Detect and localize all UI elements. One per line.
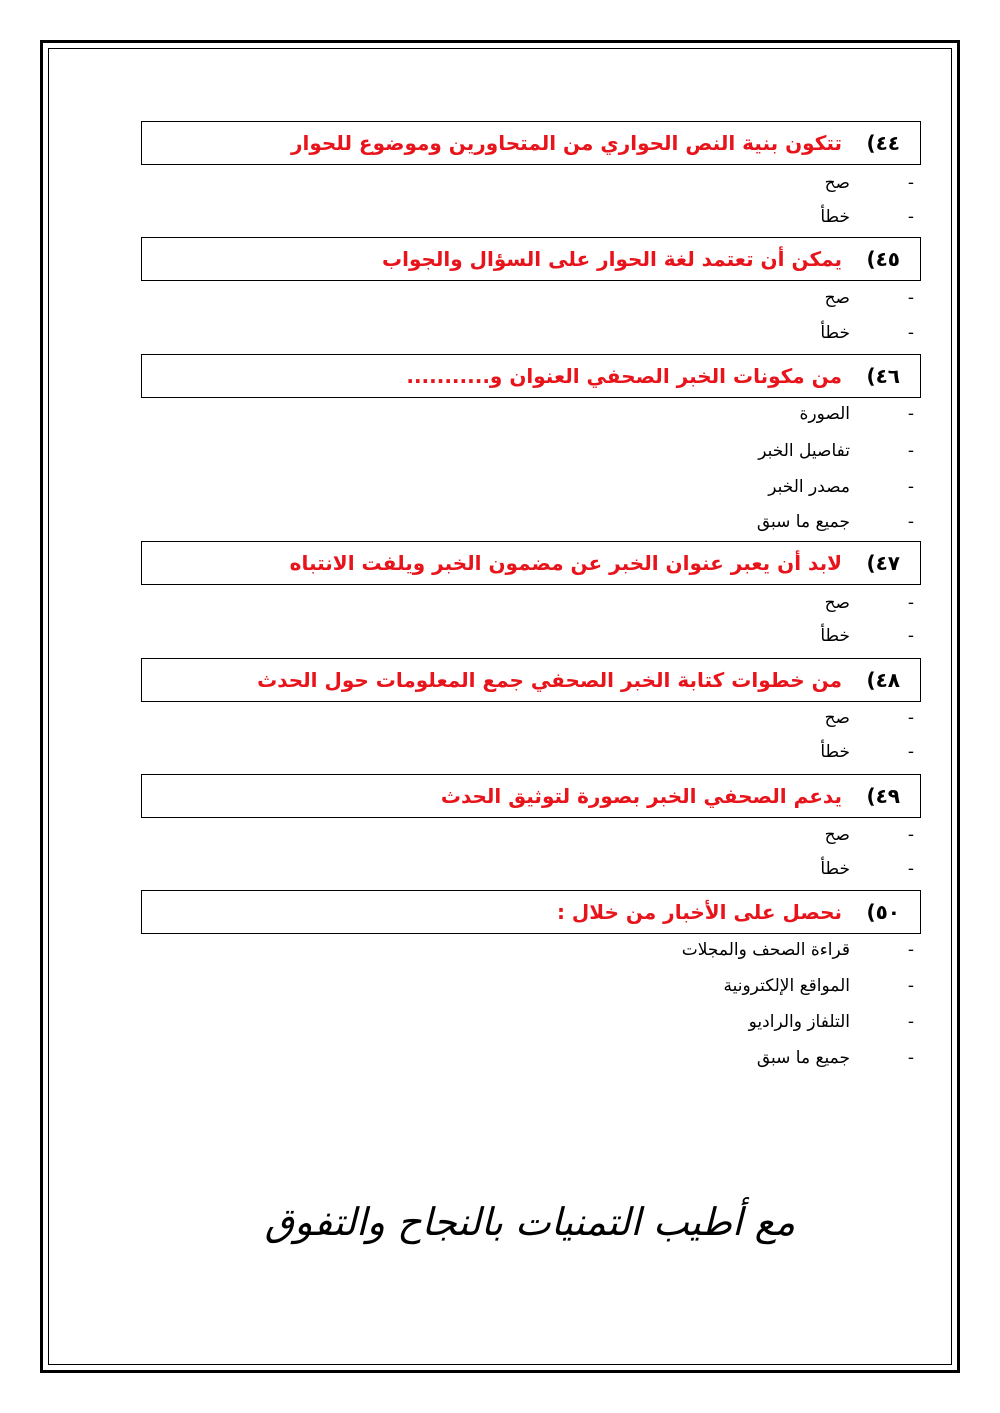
question-text: من مكونات الخبر الصحفي العنوان و........... <box>406 364 842 388</box>
option-label: صح <box>824 825 850 845</box>
option-item[interactable] <box>820 737 914 767</box>
option-item[interactable] <box>820 621 914 651</box>
question-text: نحصل على الأخبار من خلال : <box>556 900 842 924</box>
option-label: المواقع الإلكترونية <box>723 976 850 996</box>
question-number: ٤٨) <box>866 668 900 692</box>
option-marker: - <box>907 976 914 996</box>
question-box-45 <box>141 237 921 281</box>
closing-wishes: مع أطيب التمنيات بالنجاح والتفوق <box>264 1200 796 1244</box>
option-marker: - <box>907 626 914 646</box>
question-number: ٤٦) <box>866 364 900 388</box>
option-marker: - <box>907 173 914 193</box>
option-item[interactable] <box>749 1007 914 1037</box>
question-text: لابد أن يعبر عنوان الخبر عن مضمون الخبر ويلفت الانتباه <box>289 551 842 575</box>
option-label: صح <box>824 593 850 613</box>
option-marker: - <box>907 288 914 308</box>
option-item[interactable] <box>825 703 914 733</box>
option-item[interactable] <box>820 202 914 232</box>
option-marker: - <box>907 742 914 762</box>
option-label: خطأ <box>820 207 850 227</box>
question-number: ٤٩) <box>866 784 900 808</box>
option-item[interactable] <box>825 588 914 618</box>
option-marker: - <box>907 1048 914 1068</box>
question-text: يمكن أن تعتمد لغة الحوار على السؤال والجواب <box>382 247 842 271</box>
option-marker: - <box>907 404 914 424</box>
question-number: ٤٤) <box>866 131 900 155</box>
question-box-48 <box>141 658 921 702</box>
question-box-50 <box>141 890 921 934</box>
option-label: خطأ <box>820 859 850 879</box>
option-marker: - <box>907 441 914 461</box>
option-item[interactable] <box>768 472 914 502</box>
option-item[interactable] <box>757 1043 914 1073</box>
option-marker: - <box>907 825 914 845</box>
question-box-46 <box>141 354 921 398</box>
question-number: ٤٥) <box>866 247 900 271</box>
option-marker: - <box>907 859 914 879</box>
option-item[interactable] <box>825 168 914 198</box>
option-label: خطأ <box>820 626 850 646</box>
option-label: صح <box>824 288 850 308</box>
option-label: مصدر الخبر <box>768 477 850 497</box>
question-text: من خطوات كتابة الخبر الصحفي جمع المعلومات حول الحدث <box>257 668 842 692</box>
option-item[interactable] <box>799 399 914 429</box>
option-item[interactable] <box>825 283 914 313</box>
question-number: ٤٧) <box>866 551 900 575</box>
option-marker: - <box>907 207 914 227</box>
option-label: التلفاز والراديو <box>748 1012 850 1032</box>
option-label: صح <box>824 708 850 728</box>
question-box-44 <box>141 121 921 165</box>
question-text: يدعم الصحفي الخبر بصورة لتوثيق الحدث <box>440 784 842 808</box>
option-marker: - <box>907 477 914 497</box>
question-box-47 <box>141 541 921 585</box>
option-label: جميع ما سبق <box>756 1048 850 1068</box>
question-box-49 <box>141 774 921 818</box>
option-marker: - <box>907 323 914 343</box>
option-item[interactable] <box>758 436 914 466</box>
option-marker: - <box>907 593 914 613</box>
option-label: خطأ <box>820 742 850 762</box>
option-marker: - <box>907 708 914 728</box>
option-label: خطأ <box>820 323 850 343</box>
option-label: جميع ما سبق <box>756 512 850 532</box>
option-marker: - <box>907 512 914 532</box>
option-label: صح <box>824 173 850 193</box>
option-item[interactable] <box>820 318 914 348</box>
option-item[interactable] <box>825 820 914 850</box>
option-item[interactable] <box>757 507 914 537</box>
option-marker: - <box>907 940 914 960</box>
option-item[interactable] <box>724 971 915 1001</box>
option-item[interactable] <box>820 854 914 884</box>
option-label: الصورة <box>799 404 850 424</box>
question-text: تتكون بنية النص الحواري من المتحاورين وموضوع للحوار <box>290 131 842 155</box>
option-marker: - <box>907 1012 914 1032</box>
option-label: قراءة الصحف والمجلات <box>681 940 850 960</box>
option-label: تفاصيل الخبر <box>758 441 850 461</box>
question-number: ٥٠) <box>866 900 900 924</box>
option-item[interactable] <box>682 935 914 965</box>
